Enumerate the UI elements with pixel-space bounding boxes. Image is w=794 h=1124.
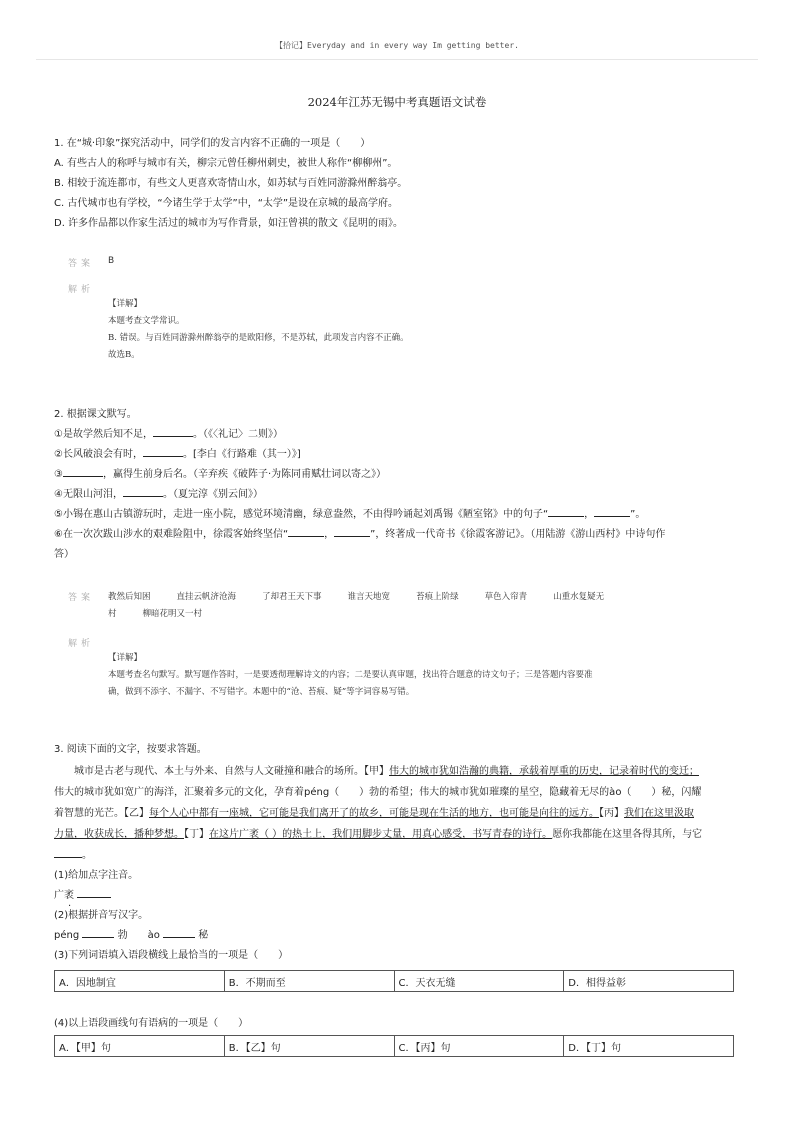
text: 城市是古老与现代、本土与外来、自然与人文碰撞和融合的场所。 bbox=[54, 766, 364, 777]
text: 。[李白《行路难（其一）》] bbox=[182, 449, 301, 460]
fill-blank[interactable] bbox=[548, 506, 584, 517]
sentence-tag: 【丙】 bbox=[599, 808, 624, 819]
q2-item-4 bbox=[54, 485, 744, 505]
sentence-tag: 【丁】 bbox=[184, 829, 209, 840]
q2-answer-4: 谁言天地宽 bbox=[347, 592, 391, 602]
dotted-char: 袤 bbox=[64, 890, 74, 901]
text: ，赢得生前身后名。（辛弃疾《破阵子·为陈同甫赋壮词以寄之》） bbox=[102, 469, 387, 480]
text: ， bbox=[584, 509, 595, 520]
fill-blank[interactable] bbox=[153, 426, 193, 437]
exp-line: 【详解】 bbox=[108, 653, 143, 663]
text: ④无限山河泪， bbox=[54, 489, 123, 500]
q1-stem: 1. 在“城·印象”探究活动中，同学们的发言内容不正确的一项是（ ） bbox=[54, 138, 371, 149]
text: 勃 bbox=[117, 930, 128, 941]
underlined-sentence-yi: 每个人心中都有一座城，它可能是我们离开了的故乡，可能是现在生活的地方，也可能是向往的远方。 bbox=[149, 808, 599, 819]
text: 秘 bbox=[198, 930, 209, 941]
q2-answer-3: 了却君王天下事 bbox=[262, 592, 322, 602]
exp-line: 【详解】 bbox=[108, 299, 143, 309]
exp-line: 确，做到不添字、不漏字、不写错字。本题中的“沧、苔痕、疑”等字词容易写错。 bbox=[108, 687, 415, 697]
analysis-label: 解析 bbox=[68, 639, 95, 649]
q2-answer-7-cont: 村 bbox=[108, 609, 117, 619]
q3-sub1: (1)给加点字注音。 bbox=[54, 870, 139, 881]
q2-stem: 2. 根据课文默写。 bbox=[54, 409, 137, 420]
page-header-motto: 【拾记】Everyday and in every way Im getting better. bbox=[275, 41, 519, 50]
q2-answers bbox=[108, 589, 718, 623]
q3-sub4: (4)以上语段画线句有语病的一项是（ ） bbox=[54, 1018, 249, 1029]
q2-explanation bbox=[108, 650, 593, 701]
q3-sub2: (2)根据拼音写汉字。 bbox=[54, 910, 149, 921]
fill-blank[interactable] bbox=[63, 466, 103, 477]
exp-line: B. 错误。与百姓同游滁州醉翁亭的是欧阳修，不是苏轼，此项发言内容不正确。 bbox=[108, 333, 409, 343]
q2-item-1 bbox=[54, 425, 744, 445]
fill-blank[interactable] bbox=[594, 506, 630, 517]
q2-answer-5: 苔痕上阶绿 bbox=[416, 592, 459, 602]
exp-line: 故选B。 bbox=[108, 350, 140, 360]
option-a[interactable]: A．【甲】句 bbox=[55, 1036, 225, 1057]
passage-line-2: 伟大的城市犹如宽广的海洋，汇聚着多元的文化，孕育着péng（ ）勃的希望；伟大的城市犹如璀璨的星空，隐藏着无尽的ào（ ）秘，闪耀 bbox=[54, 787, 702, 798]
fill-blank[interactable] bbox=[123, 486, 163, 497]
fill-blank[interactable] bbox=[143, 446, 183, 457]
text: 着智慧的光芒。 bbox=[54, 808, 124, 819]
q1-option-a: A. 有些古人的称呼与城市有关，柳宗元曾任柳州刺史，被世人称作“柳柳州”。 bbox=[54, 158, 398, 169]
q2-answer-1: 教然后知困 bbox=[108, 592, 151, 602]
fill-blank[interactable] bbox=[288, 526, 324, 537]
answer-label: 答案 bbox=[68, 259, 95, 269]
option-d[interactable]: D．相得益彰 bbox=[564, 971, 734, 992]
q3-sub3: (3)下列词语填入语段横线上最恰当的一项是（ ） bbox=[54, 950, 289, 961]
q3-stem: 3. 阅读下面的文字，按要求答题。 bbox=[54, 744, 207, 755]
question-1 bbox=[54, 134, 744, 234]
q2-answer-block bbox=[68, 590, 718, 710]
pinyin: ào bbox=[147, 930, 160, 941]
answer-label: 答案 bbox=[68, 593, 95, 603]
q2-answer-7: 山重水复疑无 bbox=[553, 592, 605, 602]
passage-line-3 bbox=[54, 803, 736, 824]
passage-line-5 bbox=[54, 845, 736, 866]
pinyin: péng bbox=[54, 930, 80, 941]
q1-answer-block bbox=[68, 256, 718, 376]
text: ⑥在一次次跋山涉水的艰难险阻中，徐霞客始终坚信“ bbox=[54, 529, 289, 540]
q1-option-b: B. 相较于流连都市，有些文人更喜欢寄情山水，如苏轼与百姓同游滁州醉翁亭。 bbox=[54, 178, 408, 189]
option-c[interactable]: C．【丙】句 bbox=[394, 1036, 564, 1057]
q2-answer-8: 柳暗花明又一村 bbox=[142, 609, 203, 619]
fill-blank[interactable] bbox=[334, 526, 370, 537]
analysis-label: 解析 bbox=[68, 285, 95, 295]
char-blank[interactable] bbox=[163, 927, 195, 938]
char-blank[interactable] bbox=[82, 927, 114, 938]
q1-answer: B bbox=[108, 256, 115, 266]
exp-line: 本题考查名句默写。默写题作答时，一是要透彻理解诗文的内容；二是要认真审题，找出符合题意的诗文句子；三是答题内容要准 bbox=[108, 670, 593, 680]
fill-blank[interactable] bbox=[54, 847, 82, 858]
text: 。（夏完淳《别云间》） bbox=[162, 489, 263, 500]
q3-sub2-items bbox=[54, 926, 744, 946]
q2-item-3 bbox=[54, 465, 744, 485]
q3-sub1-word bbox=[54, 886, 744, 906]
exp-line: 本题考查文学常识。 bbox=[108, 316, 185, 326]
underlined-sentence-bing: 我们在这里汲取 bbox=[624, 808, 694, 819]
header-divider bbox=[36, 59, 758, 60]
text: ”，终著成一代奇书《徐霞客游记》。（用陆游《游山西村》中诗句作 bbox=[370, 529, 666, 540]
text: ②长风破浪会有时， bbox=[54, 449, 143, 460]
underlined-sentence-bing-cont: 力量，收获成长，播种梦想。 bbox=[54, 829, 184, 840]
period: 。 bbox=[82, 850, 92, 861]
text: ③ bbox=[54, 469, 63, 480]
option-b[interactable]: B．【乙】句 bbox=[224, 1036, 394, 1057]
q3-subquestions bbox=[54, 866, 744, 966]
underlined-sentence-ding: 在这片广袤（ ）的热土上，我们用脚步丈量，用真心感受，书写青春的诗行。 bbox=[209, 829, 553, 840]
q3-sub4-options bbox=[54, 1035, 734, 1057]
option-a[interactable]: A．因地制宜 bbox=[55, 971, 225, 992]
q3-passage bbox=[54, 761, 736, 866]
q2-item-6 bbox=[54, 525, 744, 545]
sentence-tag: 【甲】 bbox=[364, 766, 389, 777]
passage-line-1 bbox=[54, 761, 736, 782]
text: 。（《〈礼记〉二则》） bbox=[192, 429, 283, 440]
q3-sub3-options bbox=[54, 970, 734, 992]
q1-explanation bbox=[108, 296, 409, 364]
q1-option-d: D. 许多作品都以作家生活过的城市为写作背景，如汪曾祺的散文《昆明的雨》。 bbox=[54, 218, 404, 229]
q2-answer-2: 直挂云帆济沧海 bbox=[176, 592, 237, 602]
passage-line-4 bbox=[54, 824, 736, 845]
text: 广 bbox=[54, 890, 64, 901]
exam-title: 2024年江苏无锡中考真题语文试卷 bbox=[307, 95, 487, 109]
q2-item-6-cont: 答） bbox=[54, 549, 74, 560]
pinyin-blank[interactable] bbox=[77, 887, 111, 898]
q2-item-5 bbox=[54, 505, 744, 525]
text: ”。 bbox=[630, 509, 646, 520]
text: ⑤小锡在惠山古镇游玩时，走进一座小院，感觉环境清幽，绿意盎然，不由得吟诵起刘禹锡《陋室铭》中的句子“ bbox=[54, 509, 549, 520]
text: ， bbox=[324, 529, 335, 540]
q1-option-c: C. 古代城市也有学校，“今诸生学于太学”中，“太学”是设在京城的最高学府。 bbox=[54, 198, 399, 209]
underlined-sentence-jia: 伟大的城市犹如浩瀚的典籍，承载着厚重的历史，记录着时代的变迁； bbox=[389, 766, 699, 777]
sentence-tag: 【乙】 bbox=[124, 808, 149, 819]
text: ①是故学然后知不足， bbox=[54, 429, 153, 440]
q2-item-2 bbox=[54, 445, 744, 465]
option-b[interactable]: B．不期而至 bbox=[224, 971, 394, 992]
q2-answer-6: 草色入帘青 bbox=[484, 592, 528, 602]
option-d[interactable]: D．【丁】句 bbox=[564, 1036, 734, 1057]
option-c[interactable]: C．天衣无缝 bbox=[394, 971, 564, 992]
text: 愿你我都能在这里各得其所，与它 bbox=[552, 829, 703, 840]
question-2 bbox=[54, 405, 744, 565]
